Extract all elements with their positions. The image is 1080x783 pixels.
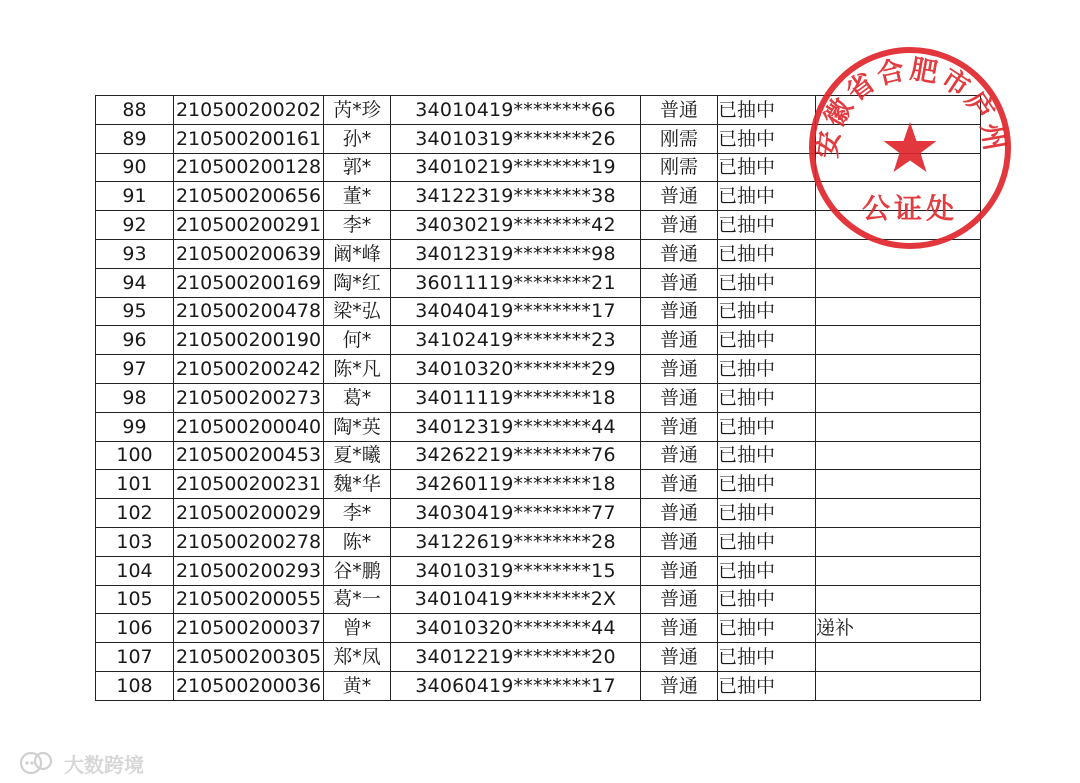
application-code-cell: 210500200169: [174, 268, 324, 297]
applicant-name-cell: 魏*华: [324, 470, 391, 499]
table-row: [96, 297, 981, 326]
applicant-type-cell: 普通: [641, 671, 718, 700]
application-code-cell: 210500200161: [174, 124, 324, 153]
remark-cell: [816, 383, 981, 412]
applicant-name-cell: 孙*: [324, 124, 391, 153]
application-code-cell: 210500200029: [174, 499, 324, 528]
seal-bottom-text: 公证处: [861, 192, 959, 225]
row-number-cell: 95: [96, 297, 174, 326]
applicant-name-cell: 李*: [324, 499, 391, 528]
remark-cell: [816, 671, 981, 700]
id-number-cell: 34010319********26: [391, 124, 641, 153]
table-row: [96, 383, 981, 412]
draw-status-cell: 已抽中: [718, 297, 816, 326]
remark-cell: [816, 297, 981, 326]
table-row: [96, 585, 981, 614]
row-number-cell: 105: [96, 585, 174, 614]
application-code-cell: 210500200656: [174, 182, 324, 211]
application-code-cell: 210500200231: [174, 470, 324, 499]
table-row: [96, 326, 981, 355]
table-row: [96, 268, 981, 297]
table-body: [96, 96, 981, 701]
draw-status-cell: 已抽中: [718, 355, 816, 384]
applicant-type-cell: 普通: [641, 470, 718, 499]
row-number-cell: 104: [96, 556, 174, 585]
applicant-type-cell: 普通: [641, 556, 718, 585]
id-number-cell: 34010419********2X: [391, 585, 641, 614]
chat-bubble-logo-icon: [18, 750, 58, 776]
application-code-cell: 210500200639: [174, 239, 324, 268]
applicant-type-cell: 普通: [641, 643, 718, 672]
seal-arc-text: 安徽省合肥市庐州: [812, 53, 1011, 160]
table-row: [96, 614, 981, 643]
remark-cell: [816, 441, 981, 470]
remark-cell: [816, 527, 981, 556]
applicant-type-cell: 刚需: [641, 124, 718, 153]
row-number-cell: 102: [96, 499, 174, 528]
table-row: [96, 412, 981, 441]
id-number-cell: 34060419********17: [391, 671, 641, 700]
row-number-cell: 92: [96, 211, 174, 240]
application-code-cell: 210500200273: [174, 383, 324, 412]
applicant-type-cell: 普通: [641, 499, 718, 528]
id-number-cell: 34102419********23: [391, 326, 641, 355]
row-number-cell: 89: [96, 124, 174, 153]
table-row: [96, 211, 981, 240]
id-number-cell: 34012319********98: [391, 239, 641, 268]
application-code-cell: 210500200040: [174, 412, 324, 441]
application-code-cell: 210500200242: [174, 355, 324, 384]
row-number-cell: 98: [96, 383, 174, 412]
applicant-type-cell: 普通: [641, 441, 718, 470]
remark-cell: [816, 556, 981, 585]
applicant-name-cell: 夏*曦: [324, 441, 391, 470]
table-row: [96, 470, 981, 499]
draw-status-cell: 已抽中: [718, 643, 816, 672]
remark-cell: [816, 470, 981, 499]
draw-status-cell: 已抽中: [718, 441, 816, 470]
row-number-cell: 100: [96, 441, 174, 470]
applicant-name-cell: 阚*峰: [324, 239, 391, 268]
applicant-type-cell: 刚需: [641, 153, 718, 182]
id-number-cell: 34010320********29: [391, 355, 641, 384]
id-number-cell: 34122319********38: [391, 182, 641, 211]
applicant-name-cell: 陈*凡: [324, 355, 391, 384]
remark-cell: [816, 96, 981, 125]
remark-cell: 递补: [816, 614, 981, 643]
table-row: [96, 239, 981, 268]
applicant-type-cell: 普通: [641, 96, 718, 125]
table-row: [96, 355, 981, 384]
draw-status-cell: 已抽中: [718, 412, 816, 441]
application-code-cell: 210500200278: [174, 527, 324, 556]
draw-status-cell: 已抽中: [718, 326, 816, 355]
applicant-name-cell: 陈*: [324, 527, 391, 556]
draw-status-cell: 已抽中: [718, 124, 816, 153]
watermark-text: 大数跨境: [64, 752, 144, 777]
draw-status-cell: 已抽中: [718, 153, 816, 182]
applicant-name-cell: 葛*: [324, 383, 391, 412]
applicant-name-cell: 葛*一: [324, 585, 391, 614]
draw-status-cell: 已抽中: [718, 527, 816, 556]
draw-status-cell: 已抽中: [718, 470, 816, 499]
remark-cell: [816, 268, 981, 297]
draw-status-cell: 已抽中: [718, 585, 816, 614]
applicant-type-cell: 普通: [641, 268, 718, 297]
id-number-cell: 34122619********28: [391, 527, 641, 556]
table-row: [96, 441, 981, 470]
applicant-type-cell: 普通: [641, 614, 718, 643]
draw-status-cell: 已抽中: [718, 96, 816, 125]
row-number-cell: 96: [96, 326, 174, 355]
applicant-type-cell: 普通: [641, 182, 718, 211]
row-number-cell: 91: [96, 182, 174, 211]
row-number-cell: 99: [96, 412, 174, 441]
draw-status-cell: 已抽中: [718, 499, 816, 528]
remark-cell: [816, 643, 981, 672]
table-row: [96, 556, 981, 585]
id-number-cell: 34262219********76: [391, 441, 641, 470]
application-code-cell: 210500200055: [174, 585, 324, 614]
remark-cell: [816, 585, 981, 614]
draw-status-cell: 已抽中: [718, 182, 816, 211]
lottery-result-table: [95, 95, 981, 701]
applicant-type-cell: 普通: [641, 355, 718, 384]
application-code-cell: 210500200293: [174, 556, 324, 585]
table-row: [96, 153, 981, 182]
applicant-name-cell: 曾*: [324, 614, 391, 643]
applicant-name-cell: 芮*珍: [324, 96, 391, 125]
applicant-name-cell: 李*: [324, 211, 391, 240]
application-code-cell: 210500200453: [174, 441, 324, 470]
applicant-type-cell: 普通: [641, 239, 718, 268]
row-number-cell: 93: [96, 239, 174, 268]
id-number-cell: 36011119********21: [391, 268, 641, 297]
row-number-cell: 90: [96, 153, 174, 182]
application-code-cell: 210500200291: [174, 211, 324, 240]
id-number-cell: 34012319********44: [391, 412, 641, 441]
application-code-cell: 210500200478: [174, 297, 324, 326]
applicant-name-cell: 梁*弘: [324, 297, 391, 326]
applicant-type-cell: 普通: [641, 326, 718, 355]
table-row: [96, 499, 981, 528]
table-row: [96, 96, 981, 125]
id-number-cell: 34040419********17: [391, 297, 641, 326]
remark-cell: [816, 153, 981, 182]
watermark: [18, 748, 144, 778]
row-number-cell: 108: [96, 671, 174, 700]
application-code-cell: 210500200202: [174, 96, 324, 125]
row-number-cell: 106: [96, 614, 174, 643]
application-code-cell: 210500200190: [174, 326, 324, 355]
table-row: [96, 182, 981, 211]
applicant-name-cell: 何*: [324, 326, 391, 355]
application-code-cell: 210500200128: [174, 153, 324, 182]
applicant-type-cell: 普通: [641, 211, 718, 240]
applicant-name-cell: 郭*: [324, 153, 391, 182]
id-number-cell: 34012219********20: [391, 643, 641, 672]
draw-status-cell: 已抽中: [718, 239, 816, 268]
draw-status-cell: 已抽中: [718, 383, 816, 412]
table-row: [96, 643, 981, 672]
id-number-cell: 34260119********18: [391, 470, 641, 499]
id-number-cell: 34011119********18: [391, 383, 641, 412]
applicant-name-cell: 陶*英: [324, 412, 391, 441]
remark-cell: [816, 124, 981, 153]
table-row: [96, 124, 981, 153]
applicant-name-cell: 陶*红: [324, 268, 391, 297]
draw-status-cell: 已抽中: [718, 671, 816, 700]
id-number-cell: 34010319********15: [391, 556, 641, 585]
row-number-cell: 94: [96, 268, 174, 297]
application-code-cell: 210500200036: [174, 671, 324, 700]
remark-cell: [816, 499, 981, 528]
applicant-type-cell: 普通: [641, 297, 718, 326]
applicant-type-cell: 普通: [641, 412, 718, 441]
remark-cell: [816, 355, 981, 384]
applicant-name-cell: 谷*鹏: [324, 556, 391, 585]
draw-status-cell: 已抽中: [718, 268, 816, 297]
row-number-cell: 101: [96, 470, 174, 499]
remark-cell: [816, 239, 981, 268]
draw-status-cell: 已抽中: [718, 556, 816, 585]
applicant-type-cell: 普通: [641, 585, 718, 614]
application-code-cell: 210500200037: [174, 614, 324, 643]
remark-cell: [816, 182, 981, 211]
id-number-cell: 34010320********44: [391, 614, 641, 643]
application-code-cell: 210500200305: [174, 643, 324, 672]
applicant-name-cell: 黄*: [324, 671, 391, 700]
applicant-name-cell: 郑*凤: [324, 643, 391, 672]
table-row: [96, 527, 981, 556]
remark-cell: [816, 412, 981, 441]
applicant-type-cell: 普通: [641, 527, 718, 556]
table-row: [96, 671, 981, 700]
row-number-cell: 88: [96, 96, 174, 125]
id-number-cell: 34030419********77: [391, 499, 641, 528]
id-number-cell: 34010219********19: [391, 153, 641, 182]
draw-status-cell: 已抽中: [718, 211, 816, 240]
id-number-cell: 34030219********42: [391, 211, 641, 240]
applicant-name-cell: 董*: [324, 182, 391, 211]
draw-status-cell: 已抽中: [718, 614, 816, 643]
row-number-cell: 103: [96, 527, 174, 556]
applicant-type-cell: 普通: [641, 383, 718, 412]
row-number-cell: 107: [96, 643, 174, 672]
remark-cell: [816, 211, 981, 240]
id-number-cell: 34010419********66: [391, 96, 641, 125]
remark-cell: [816, 326, 981, 355]
row-number-cell: 97: [96, 355, 174, 384]
